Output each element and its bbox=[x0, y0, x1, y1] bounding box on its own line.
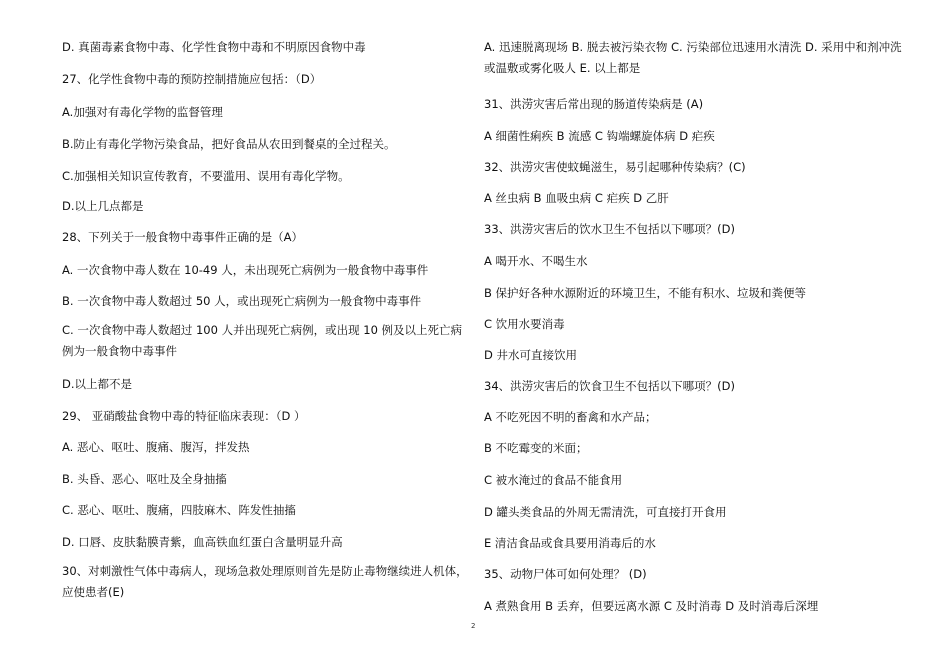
text-line: B. 头昏、恶心、呕吐及全身抽搐 bbox=[62, 472, 227, 486]
text-line: A. 一次食物中毒人数在 10-49 人，未出现死亡病例为一般食物中毒事件 bbox=[62, 263, 429, 277]
question-27: 27、化学性食物中毒的预防控制措施应包括：（D） bbox=[62, 72, 322, 86]
text-line: D 井水可直接饮用 bbox=[484, 348, 578, 362]
text-line: B. 一次食物中毒人数超过 50 人，或出现死亡病例为一般食物中毒事件 bbox=[62, 294, 422, 308]
text-line: C. 恶心、呕吐、腹痛，四肢麻木、阵发性抽搐 bbox=[62, 503, 296, 517]
text-line: D. 真菌毒素食物中毒、化学性食物中毒和不明原因食物中毒 bbox=[62, 40, 366, 54]
text-line: A.加强对有毒化学物的监督管理 bbox=[62, 105, 223, 119]
question-34: 34、洪涝灾害后的饮食卫生不包括以下哪项？(D) bbox=[484, 379, 735, 393]
question-32: 32、洪涝灾害使蚊蝇滋生，易引起哪种传染病？(C) bbox=[484, 160, 746, 174]
text-line: D. 口唇、皮肤黏膜青紫，血高铁血红蛋白含量明显升高 bbox=[62, 535, 343, 549]
question-33: 33、洪涝灾害后的饮水卫生不包括以下哪项？(D) bbox=[484, 222, 735, 236]
text-line: A 煮熟食用 B 丢弃，但要远离水源 C 及时消毒 D 及时消毒后深埋 bbox=[484, 599, 819, 613]
text-line: A. 迅速脱离现场 B. 脱去被污染衣物 C. 污染部位迅速用水清洗 D. 采用中和剂冲洗或温敷或雾化吸人 E. 以上都是 bbox=[484, 40, 902, 75]
text-line: C. 一次食物中毒人数超过 100 人并出现死亡病例，或出现 10 例及以上死亡病例为一般食物中毒事件 bbox=[62, 323, 463, 358]
text-line: C.加强相关知识宣传教育，不要滥用、误用有毒化学物。 bbox=[62, 169, 350, 183]
text-line: D.以上几点都是 bbox=[62, 199, 144, 213]
text-line: B.防止有毒化学物污染食品，把好食品从农田到餐桌的全过程关。 bbox=[62, 137, 396, 151]
question-35: 35、动物尸体可如何处理？ (D) bbox=[484, 567, 647, 581]
text-line: A 细菌性痢疾 B 流感 C 钩端螺旋体病 D 疟疾 bbox=[484, 129, 715, 143]
text-line: D.以上都不是 bbox=[62, 377, 133, 391]
question-29: 29、 亚硝酸盐食物中毒的特征临床表现：（D ） bbox=[62, 409, 306, 423]
text-line: A 喝开水、不喝生水 bbox=[484, 254, 588, 268]
text-line: D 罐头类食品的外周无需清洗，可直接打开食用 bbox=[484, 505, 727, 519]
question-31: 31、洪涝灾害后常出现的肠道传染病是 (A) bbox=[484, 97, 704, 111]
text-line: B 不吃霉变的米面； bbox=[484, 441, 588, 455]
text-line: E 清洁食品或食具要用消毒后的水 bbox=[484, 536, 656, 550]
text-line: C 被水淹过的食品不能食用 bbox=[484, 473, 623, 487]
text-line: A. 恶心、呕吐、腹痛、腹泻，拌发热 bbox=[62, 440, 250, 454]
page-number: 2 bbox=[471, 622, 476, 630]
text-line: A 不吃死因不明的畜禽和水产品； bbox=[484, 410, 657, 424]
text-line: A 丝虫病 B 血吸虫病 C 疟疾 D 乙肝 bbox=[484, 191, 669, 205]
text-line: C 饮用水要消毒 bbox=[484, 317, 565, 331]
question-30: 30、对刺激性气体中毒病人，现场急救处理原则首先是防止毒物继续进人机体，应使患者(E) bbox=[62, 564, 468, 599]
question-28: 28、下列关于一般食物中毒事件正确的是（A） bbox=[62, 230, 303, 244]
text-line: B 保护好各种水源附近的环境卫生，不能有积水、垃圾和粪便等 bbox=[484, 286, 807, 300]
